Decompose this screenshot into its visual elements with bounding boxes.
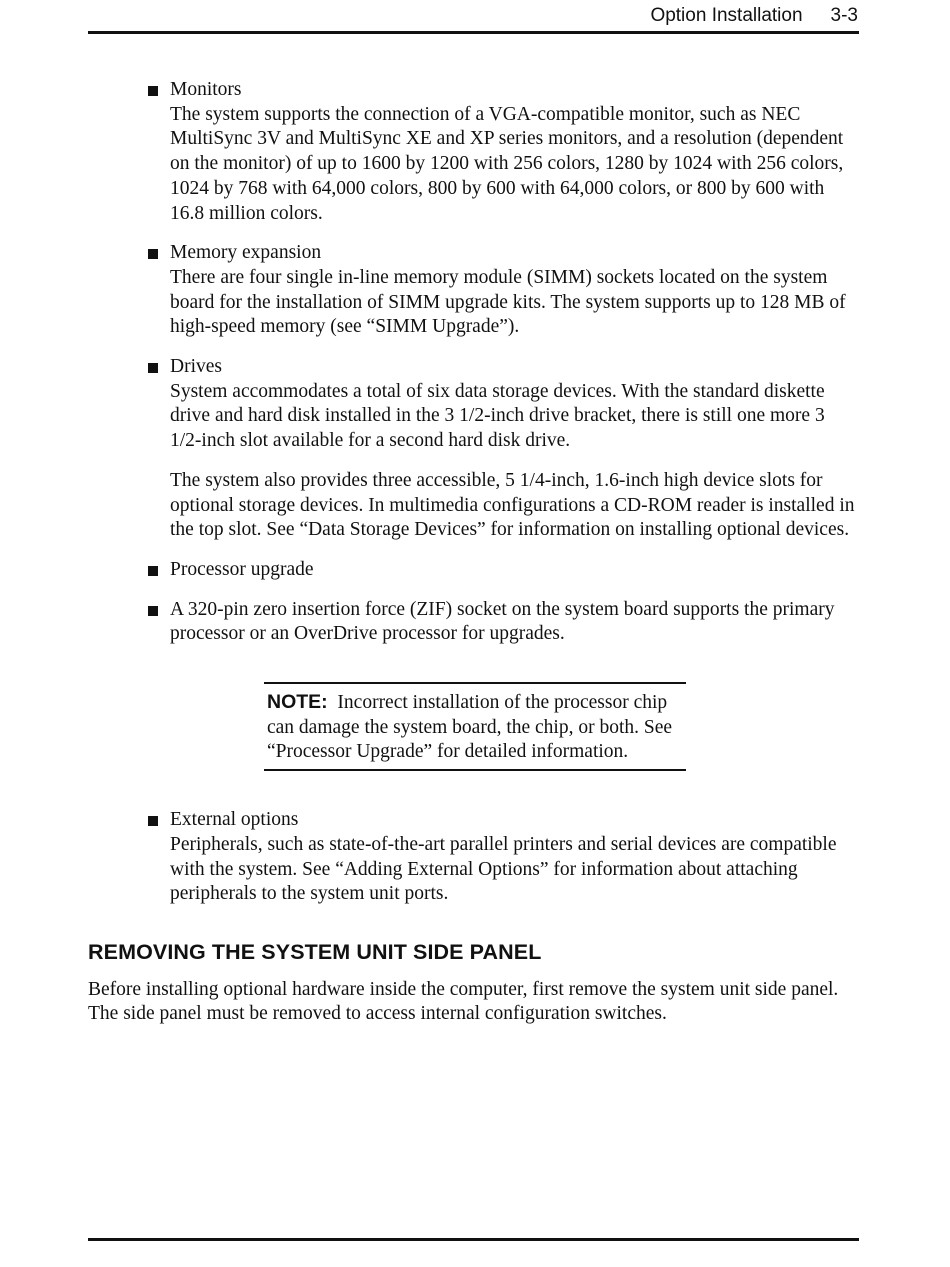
bullet-square-icon bbox=[148, 86, 158, 96]
bullet-square-icon bbox=[148, 606, 158, 616]
item-title: Memory expansion bbox=[170, 242, 322, 264]
item-title: External options bbox=[170, 809, 299, 831]
list-item-monitors bbox=[88, 78, 859, 226]
page-content bbox=[88, 78, 859, 1027]
bullet-square-icon bbox=[148, 363, 158, 373]
item-title: Drives bbox=[170, 356, 222, 378]
note-text: Incorrect installation of the processor chip can damage the system board, the chip, or both. See “Processor Upgrade” for detailed information. bbox=[267, 692, 673, 763]
item-title: Monitors bbox=[170, 79, 242, 100]
bullet-square-icon bbox=[148, 566, 158, 576]
footer-rule bbox=[88, 1238, 859, 1241]
list-item-memory-expansion bbox=[88, 241, 859, 340]
list-item-drives bbox=[88, 355, 859, 543]
item-paragraph: System accommodates a total of six data storage devices. With the standard diskette drive and hard disk installed in the 3 1/2-inch drive bracket, there is still one more 3 1/2-inch slot available for a second hard disk drive. bbox=[170, 380, 825, 452]
bullet-square-icon bbox=[148, 816, 158, 826]
list-item-processor-upgrade bbox=[88, 558, 859, 583]
page-number: 3-3 bbox=[830, 5, 858, 26]
list-item-zif-socket bbox=[88, 598, 859, 647]
section-paragraph: Before installing optional hardware inside the computer, first remove the system unit side panel. The side panel must be removed to access internal configuration switches. bbox=[88, 978, 839, 1025]
item-title: A 320-pin zero insertion force (ZIF) socket on the system board supports the primary processor or an OverDrive processor for upgrades. bbox=[170, 598, 835, 645]
section-heading: REMOVING THE SYSTEM UNIT SIDE PANEL bbox=[88, 939, 542, 964]
header-rule bbox=[88, 31, 859, 34]
list-item-external-options bbox=[88, 808, 859, 907]
item-paragraph: The system supports the connection of a VGA-compatible monitor, such as NEC MultiSync 3V and MultiSync XE and XP series monitors, and a resolution (dependent on the monitor) of up to 1600 by 1200 with 256 colors, 1280 by 1024 with 256 colors, 1024 by 768 with 64,000 colors, 800 by 600 with 64,000 colors, or 800 by 600 with 16.8 million colors. bbox=[170, 103, 844, 224]
item-paragraph: The system also provides three accessible, 5 1/4-inch, 1.6-inch high device slots for optional storage devices. In multimedia configurations a CD-ROM reader is installed in the top slot. See “Data Storage Devices” for information on installing optional devices. bbox=[170, 469, 855, 541]
bullet-square-icon bbox=[148, 249, 158, 259]
note-box bbox=[264, 682, 686, 771]
running-header bbox=[650, 5, 858, 27]
item-paragraph: There are four single in-line memory module (SIMM) sockets located on the system board for the installation of SIMM upgrade kits. The system supports up to 128 MB of high-speed memory (see “SIMM Upgrade”). bbox=[170, 266, 846, 338]
header-section-title: Option Installation bbox=[650, 5, 803, 26]
note-label: NOTE: bbox=[267, 691, 328, 714]
item-paragraph: Peripherals, such as state-of-the-art parallel printers and serial devices are compatible with the system. See “Adding External Options” for information about attaching peripherals to the system unit ports. bbox=[170, 833, 837, 905]
item-title: Processor upgrade bbox=[170, 558, 314, 580]
